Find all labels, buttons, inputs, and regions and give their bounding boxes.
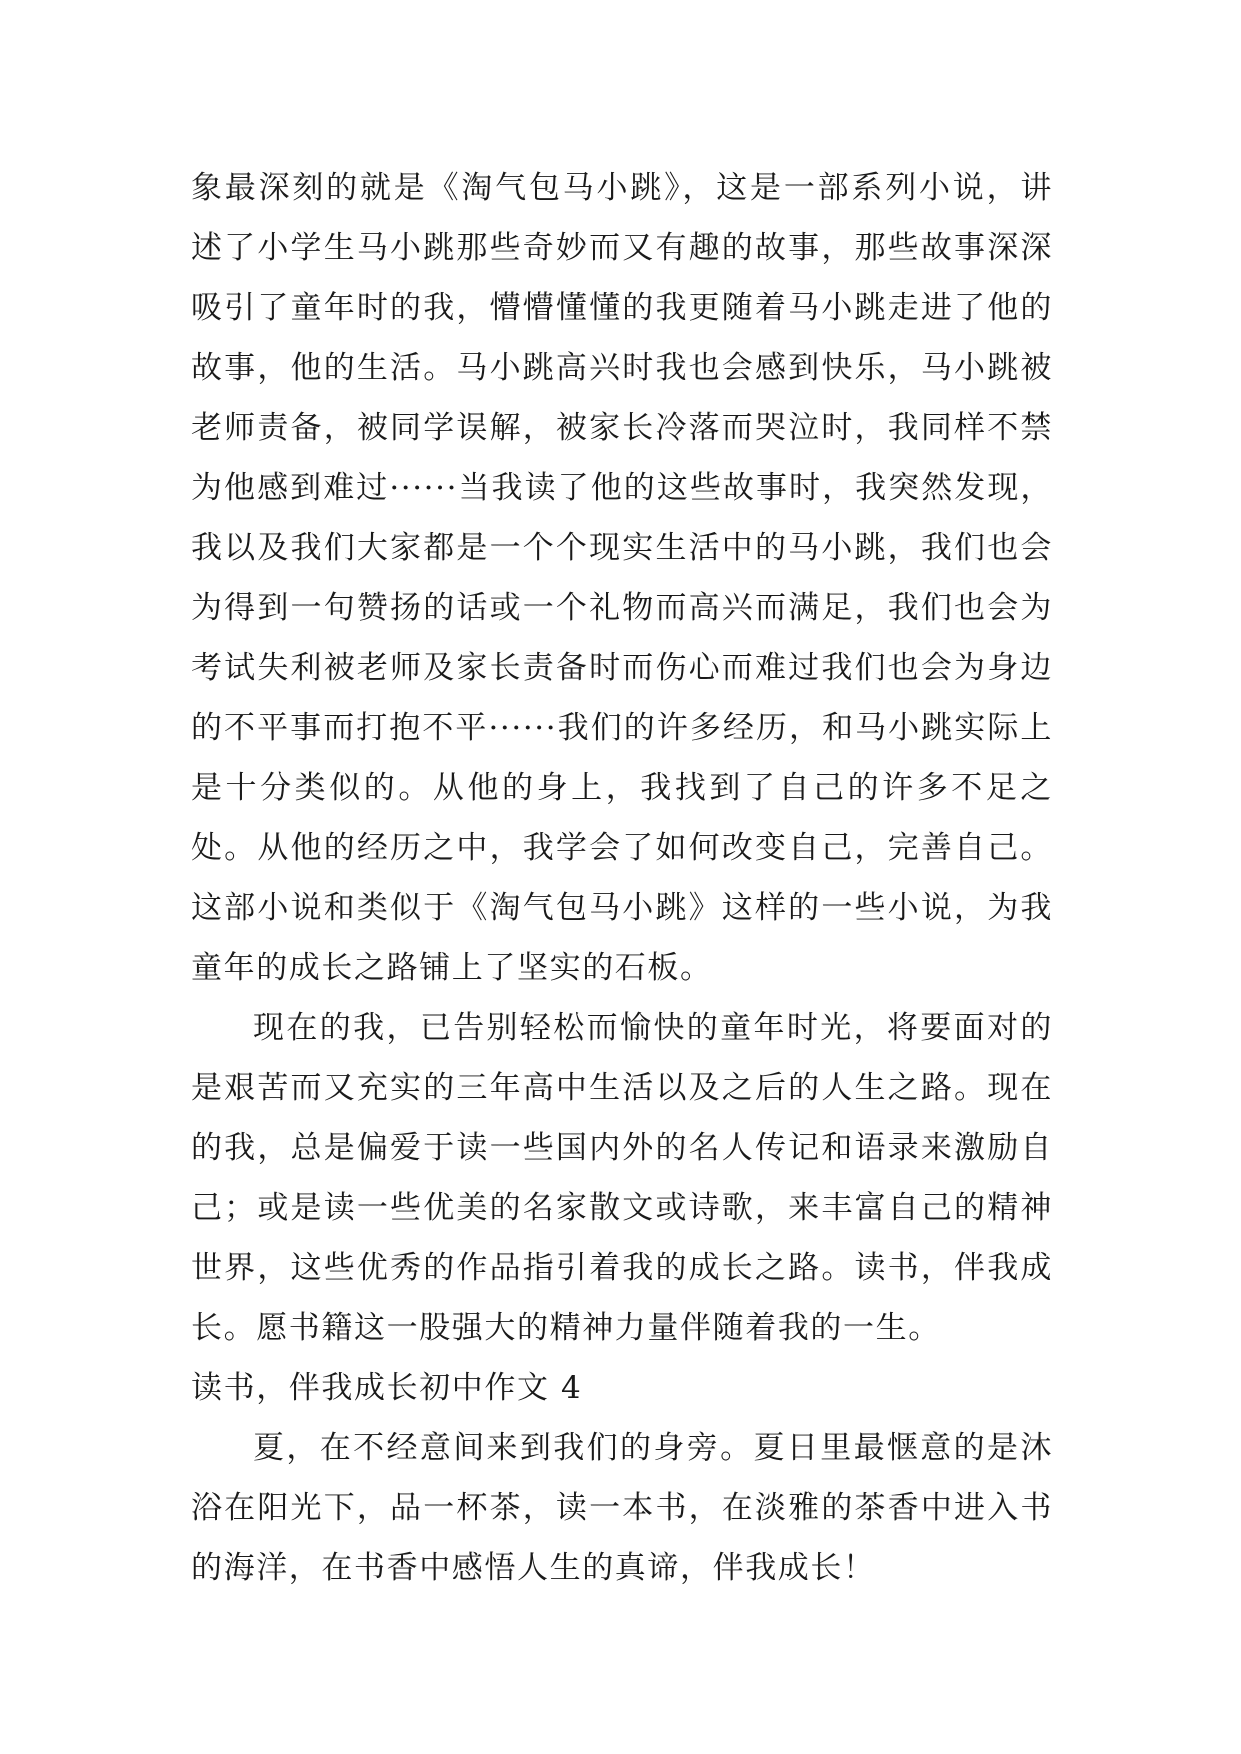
document-body <box>191 158 1053 1598</box>
body-paragraph-3: 夏，在不经意间来到我们的身旁。夏日里最惬意的是沐浴在阳光下，品一杯茶，读一本书，在淡雅的茶香中进入书的海洋，在书香中感悟人生的真谛，伴我成长！ <box>191 1430 1053 1586</box>
section-heading: 读书，伴我成长初中作文 4 <box>191 1370 583 1406</box>
body-paragraph-1: 象最深刻的就是《淘气包马小跳》，这是一部系列小说，讲述了小学生马小跳那些奇妙而又有趣的故事，那些故事深深吸引了童年时的我，懵懵懂懂的我更随着马小跳走进了他的故事，他的生活。马小跳高兴时我也会感到快乐，马小跳被老师责备，被同学误解，被家长冷落而哭泣时，我同样不禁为他感到难过······当我读了他的这些故事时，我突然发现，我以及我们大家都是一个个现实生活中的马小跳，我们也会为得到一句赞扬的话或一个礼物而高兴而满足，我们也会为考试失利被老师及家长责备时而伤心而难过我们也会为身边的不平事而打抱不平······我们的许多经历，和马小跳实际上是十分类似的。从他的身上，我找到了自己的许多不足之处。从他的经历之中，我学会了如何改变自己，完善自己。这部小说和类似于《淘气包马小跳》这样的一些小说，为我童年的成长之路铺上了坚实的石板。 <box>191 170 1053 986</box>
body-paragraph-2: 现在的我，已告别轻松而愉快的童年时光，将要面对的是艰苦而又充实的三年高中生活以及之后的人生之路。现在的我，总是偏爱于读一些国内外的名人传记和语录来激励自己；或是读一些优美的名家散文或诗歌，来丰富自己的精神世界，这些优秀的作品指引着我的成长之路。读书，伴我成长。愿书籍这一股强大的精神力量伴随着我的一生。 <box>191 1010 1053 1346</box>
